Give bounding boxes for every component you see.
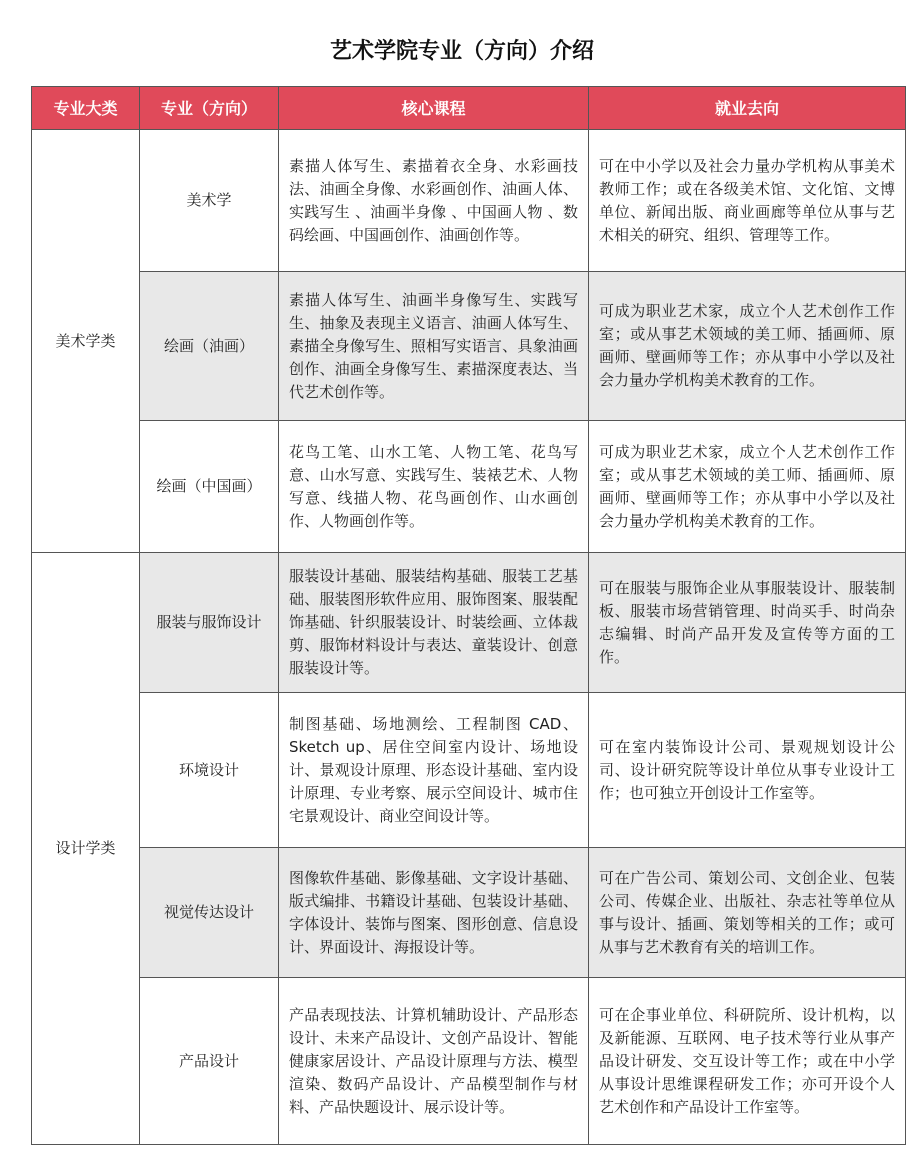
header-courses: 核心课程 [279,87,589,130]
table-header-row [32,87,906,130]
courses-cell: 服装设计基础、服装结构基础、服装工艺基础、服装图形软件应用、服饰图案、服装配饰基础、针织服装设计、时装绘画、立体裁剪、服饰材料设计与表达、童装设计、创意服装设计等。 [279,553,589,693]
major-cell: 视觉传达设计 [140,848,279,978]
category-cell: 设计学类 [32,553,140,1145]
major-cell: 绘画（油画） [140,272,279,421]
table-row [32,553,906,693]
career-cell: 可在室内装饰设计公司、景观规划设计公司、设计研究院等设计单位从事专业设计工作；也可独立开创设计工作室等。 [589,693,906,848]
career-cell: 可成为职业艺术家，成立个人艺术创作工作室；或从事艺术领域的美工师、插画师、原画师、壁画师等工作；亦从事中小学以及社会力量办学机构美术教育的工作。 [589,421,906,553]
header-career: 就业去向 [589,87,906,130]
courses-cell: 花鸟工笔、山水工笔、人物工笔、花鸟写意、山水写意、实践写生、装裱艺术、人物写意、线描人物、花鸟画创作、山水画创作、人物画创作等。 [279,421,589,553]
major-cell: 产品设计 [140,978,279,1145]
courses-cell: 制图基础、场地测绘、工程制图 CAD、Sketch up、居住空间室内设计、场地设计、景观设计原理、形态设计基础、室内设计原理、专业考察、展示空间设计、城市住宅景观设计、商业空间设计等。 [279,693,589,848]
table-row [32,272,906,421]
major-cell: 绘画（中国画） [140,421,279,553]
major-cell: 美术学 [140,130,279,272]
table-row [32,421,906,553]
career-cell: 可在广告公司、策划公司、文创企业、包装公司、传媒企业、出版社、杂志社等单位从事与设计、插画、策划等相关的工作；或可从事与艺术教育有关的培训工作。 [589,848,906,978]
table-row [32,693,906,848]
header-category: 专业大类 [32,87,140,130]
table-row [32,978,906,1145]
courses-cell: 素描人体写生、油画半身像写生、实践写生、抽象及表现主义语言、油画人体写生、素描全身像写生、照相写实语言、具象油画创作、油画全身像写生、素描深度表达、当代艺术创作等。 [279,272,589,421]
courses-cell: 素描人体写生、素描着衣全身、水彩画技法、油画全身像、水彩画创作、油画人体、实践写生 、油画半身像 、中国画人物 、数码绘画、中国画创作、油画创作等。 [279,130,589,272]
page-title: 艺术学院专业（方向）介绍 [329,39,594,64]
major-cell: 环境设计 [140,693,279,848]
career-cell: 可在中小学以及社会力量办学机构从事美术教师工作；或在各级美术馆、文化馆、文博单位、新闻出版、商业画廊等单位从事与艺术相关的研究、组织、管理等工作。 [589,130,906,272]
courses-cell: 产品表现技法、计算机辅助设计、产品形态设计、未来产品设计、文创产品设计、智能健康家居设计、产品设计原理与方法、模型渲染、数码产品设计、产品模型制作与材料、产品快题设计、展示设计等。 [279,978,589,1145]
table-row [32,130,906,272]
career-cell: 可在服装与服饰企业从事服装设计、服装制板、服装市场营销管理、时尚买手、时尚杂志编辑、时尚产品开发及宣传等方面的工作。 [589,553,906,693]
career-cell: 可在企事业单位、科研院所、设计机构，以及新能源、互联网、电子技术等行业从事产品设计研发、交互设计等工作；或在中小学从事设计思维课程研发工作；亦可开设个人艺术创作和产品设计工作室等。 [589,978,906,1145]
courses-cell: 图像软件基础、影像基础、文字设计基础、版式编排、书籍设计基础、包装设计基础、字体设计、装饰与图案、图形创意、信息设计、界面设计、海报设计等。 [279,848,589,978]
majors-table [31,86,906,1145]
table-row [32,848,906,978]
career-cell: 可成为职业艺术家，成立个人艺术创作工作室；或从事艺术领域的美工师、插画师、原画师、壁画师等工作；亦从事中小学以及社会力量办学机构美术教育的工作。 [589,272,906,421]
header-major: 专业（方向） [140,87,279,130]
major-cell: 服装与服饰设计 [140,553,279,693]
category-cell: 美术学类 [32,130,140,553]
